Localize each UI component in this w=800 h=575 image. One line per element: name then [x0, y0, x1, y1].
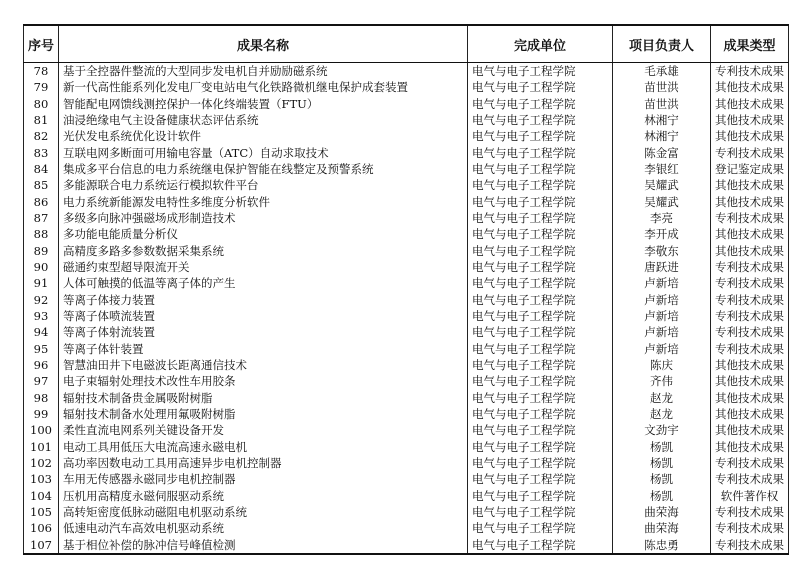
cell-num: 85	[24, 177, 59, 193]
cell-num: 97	[24, 373, 59, 389]
cell-leader: 苗世洪	[613, 79, 711, 95]
cell-leader: 卢新培	[613, 275, 711, 291]
cell-name: 辐射技术制备贵金属吸附树脂	[59, 390, 468, 406]
header-type: 成果类型	[711, 25, 789, 63]
cell-leader: 杨凯	[613, 439, 711, 455]
cell-type: 专利技术成果	[711, 259, 789, 275]
cell-name: 压机用高精度永磁伺服驱动系统	[59, 488, 468, 504]
cell-type: 专利技术成果	[711, 455, 789, 471]
cell-leader: 陈庆	[613, 357, 711, 373]
table-row	[24, 439, 789, 455]
cell-name: 多能源联合电力系统运行模拟软件平台	[59, 177, 468, 193]
cell-unit: 电气与电子工程学院	[468, 96, 613, 112]
cell-name: 基于相位补偿的脉冲信号峰值检测	[59, 537, 468, 554]
cell-unit: 电气与电子工程学院	[468, 210, 613, 226]
table-row	[24, 504, 789, 520]
cell-unit: 电气与电子工程学院	[468, 390, 613, 406]
cell-num: 78	[24, 63, 59, 80]
cell-leader: 文劲宇	[613, 422, 711, 438]
cell-type: 其他技术成果	[711, 96, 789, 112]
cell-unit: 电气与电子工程学院	[468, 259, 613, 275]
cell-type: 其他技术成果	[711, 226, 789, 242]
cell-unit: 电气与电子工程学院	[468, 292, 613, 308]
cell-type: 专利技术成果	[711, 210, 789, 226]
cell-num: 101	[24, 439, 59, 455]
cell-num: 84	[24, 161, 59, 177]
cell-type: 登记鉴定成果	[711, 161, 789, 177]
cell-type: 其他技术成果	[711, 243, 789, 259]
cell-leader: 曲荣海	[613, 520, 711, 536]
cell-num: 81	[24, 112, 59, 128]
cell-type: 其他技术成果	[711, 177, 789, 193]
cell-type: 专利技术成果	[711, 341, 789, 357]
cell-leader: 李亮	[613, 210, 711, 226]
cell-num: 82	[24, 128, 59, 144]
cell-type: 其他技术成果	[711, 194, 789, 210]
table-row	[24, 537, 789, 554]
cell-unit: 电气与电子工程学院	[468, 112, 613, 128]
cell-leader: 卢新培	[613, 324, 711, 340]
cell-name: 电力系统新能源发电特性多维度分析软件	[59, 194, 468, 210]
cell-name: 多级多向脉冲强磁场成形制造技术	[59, 210, 468, 226]
cell-name: 等离子体针装置	[59, 341, 468, 357]
cell-name: 新一代高性能系列化发电厂变电站电气化铁路微机继电保护成套装置	[59, 79, 468, 95]
cell-name: 集成多平台信息的电力系统继电保护智能在线整定及预警系统	[59, 161, 468, 177]
cell-unit: 电气与电子工程学院	[468, 373, 613, 389]
cell-leader: 陈金富	[613, 145, 711, 161]
cell-leader: 唐跃进	[613, 259, 711, 275]
cell-name: 人体可触摸的低温等离子体的产生	[59, 275, 468, 291]
table-row	[24, 308, 789, 324]
cell-name: 智能配电网馈线测控保护一体化终端装置（FTU）	[59, 96, 468, 112]
cell-leader: 李银红	[613, 161, 711, 177]
cell-name: 高转矩密度低脉动磁阻电机驱动系统	[59, 504, 468, 520]
table-row	[24, 63, 789, 80]
cell-unit: 电气与电子工程学院	[468, 194, 613, 210]
cell-name: 柔性直流电网系列关键设备开发	[59, 422, 468, 438]
cell-num: 83	[24, 145, 59, 161]
cell-leader: 吴耀武	[613, 177, 711, 193]
table-body	[24, 63, 789, 554]
cell-unit: 电气与电子工程学院	[468, 308, 613, 324]
cell-num: 86	[24, 194, 59, 210]
cell-num: 89	[24, 243, 59, 259]
cell-type: 专利技术成果	[711, 63, 789, 80]
table-row	[24, 112, 789, 128]
table-row	[24, 96, 789, 112]
cell-leader: 卢新培	[613, 308, 711, 324]
cell-type: 专利技术成果	[711, 275, 789, 291]
cell-leader: 林湘宁	[613, 128, 711, 144]
cell-leader: 苗世洪	[613, 96, 711, 112]
cell-num: 79	[24, 79, 59, 95]
cell-unit: 电气与电子工程学院	[468, 243, 613, 259]
cell-name: 互联电网多断面可用输电容量（ATC）自动求取技术	[59, 145, 468, 161]
cell-unit: 电气与电子工程学院	[468, 488, 613, 504]
table-row	[24, 275, 789, 291]
cell-unit: 电气与电子工程学院	[468, 504, 613, 520]
table-row	[24, 79, 789, 95]
cell-type: 其他技术成果	[711, 79, 789, 95]
cell-num: 98	[24, 390, 59, 406]
table-row	[24, 390, 789, 406]
cell-unit: 电气与电子工程学院	[468, 357, 613, 373]
cell-type: 其他技术成果	[711, 373, 789, 389]
cell-type: 专利技术成果	[711, 145, 789, 161]
table-row	[24, 128, 789, 144]
cell-unit: 电气与电子工程学院	[468, 324, 613, 340]
cell-type: 专利技术成果	[711, 324, 789, 340]
cell-type: 其他技术成果	[711, 390, 789, 406]
cell-type: 其他技术成果	[711, 128, 789, 144]
cell-unit: 电气与电子工程学院	[468, 341, 613, 357]
cell-leader: 杨凯	[613, 471, 711, 487]
table-row	[24, 341, 789, 357]
cell-name: 光伏发电系统优化设计软件	[59, 128, 468, 144]
table-row	[24, 243, 789, 259]
cell-name: 电子束辐射处理技术改性车用胶条	[59, 373, 468, 389]
table-row	[24, 177, 789, 193]
cell-name: 电动工具用低压大电流高速永磁电机	[59, 439, 468, 455]
cell-num: 106	[24, 520, 59, 536]
cell-num: 90	[24, 259, 59, 275]
cell-unit: 电气与电子工程学院	[468, 161, 613, 177]
cell-num: 102	[24, 455, 59, 471]
cell-num: 105	[24, 504, 59, 520]
cell-unit: 电气与电子工程学院	[468, 275, 613, 291]
cell-leader: 卢新培	[613, 341, 711, 357]
cell-unit: 电气与电子工程学院	[468, 439, 613, 455]
table-row	[24, 324, 789, 340]
cell-num: 87	[24, 210, 59, 226]
table-row	[24, 471, 789, 487]
cell-name: 多功能电能质量分析仪	[59, 226, 468, 242]
cell-type: 其他技术成果	[711, 422, 789, 438]
cell-type: 其他技术成果	[711, 357, 789, 373]
cell-name: 等离子体接力装置	[59, 292, 468, 308]
achievements-table	[23, 24, 789, 555]
cell-type: 专利技术成果	[711, 537, 789, 554]
cell-unit: 电气与电子工程学院	[468, 537, 613, 554]
cell-name: 基于全控器件整流的大型同步发电机自并励励磁系统	[59, 63, 468, 80]
cell-name: 等离子体射流装置	[59, 324, 468, 340]
cell-num: 93	[24, 308, 59, 324]
cell-type: 专利技术成果	[711, 504, 789, 520]
cell-name: 等离子体喷流装置	[59, 308, 468, 324]
table-row	[24, 259, 789, 275]
cell-num: 80	[24, 96, 59, 112]
table-row	[24, 520, 789, 536]
cell-leader: 李敬东	[613, 243, 711, 259]
cell-unit: 电气与电子工程学院	[468, 406, 613, 422]
cell-leader: 曲荣海	[613, 504, 711, 520]
cell-leader: 吴耀武	[613, 194, 711, 210]
cell-leader: 杨凯	[613, 488, 711, 504]
cell-name: 低速电动汽车高效电机驱动系统	[59, 520, 468, 536]
cell-num: 92	[24, 292, 59, 308]
cell-leader: 陈忠勇	[613, 537, 711, 554]
cell-unit: 电气与电子工程学院	[468, 422, 613, 438]
table-row	[24, 422, 789, 438]
table-row	[24, 210, 789, 226]
cell-name: 辐射技术制备水处理用氟吸附树脂	[59, 406, 468, 422]
cell-type: 专利技术成果	[711, 308, 789, 324]
cell-leader: 杨凯	[613, 455, 711, 471]
cell-num: 88	[24, 226, 59, 242]
cell-unit: 电气与电子工程学院	[468, 177, 613, 193]
cell-num: 104	[24, 488, 59, 504]
cell-num: 95	[24, 341, 59, 357]
cell-unit: 电气与电子工程学院	[468, 63, 613, 80]
cell-leader: 赵龙	[613, 390, 711, 406]
table-row	[24, 145, 789, 161]
header-num: 序号	[24, 25, 59, 63]
cell-num: 100	[24, 422, 59, 438]
cell-name: 高精度多路多参数数据采集系统	[59, 243, 468, 259]
cell-type: 软件著作权	[711, 488, 789, 504]
cell-name: 油浸绝缘电气主设备健康状态评估系统	[59, 112, 468, 128]
table-row	[24, 357, 789, 373]
cell-unit: 电气与电子工程学院	[468, 520, 613, 536]
cell-num: 96	[24, 357, 59, 373]
cell-leader: 毛承雄	[613, 63, 711, 80]
table-row	[24, 373, 789, 389]
cell-type: 其他技术成果	[711, 439, 789, 455]
cell-type: 专利技术成果	[711, 292, 789, 308]
cell-num: 107	[24, 537, 59, 554]
table-row	[24, 292, 789, 308]
cell-unit: 电气与电子工程学院	[468, 128, 613, 144]
cell-leader: 卢新培	[613, 292, 711, 308]
table-header-row	[24, 25, 789, 63]
cell-type: 专利技术成果	[711, 520, 789, 536]
cell-num: 94	[24, 324, 59, 340]
table-row	[24, 455, 789, 471]
cell-leader: 赵龙	[613, 406, 711, 422]
table-row	[24, 226, 789, 242]
table-row	[24, 194, 789, 210]
cell-name: 高功率因数电动工具用高速异步电机控制器	[59, 455, 468, 471]
table-row	[24, 406, 789, 422]
cell-unit: 电气与电子工程学院	[468, 226, 613, 242]
cell-name: 磁通约束型超导限流开关	[59, 259, 468, 275]
cell-unit: 电气与电子工程学院	[468, 455, 613, 471]
cell-leader: 林湘宁	[613, 112, 711, 128]
cell-unit: 电气与电子工程学院	[468, 471, 613, 487]
cell-leader: 齐伟	[613, 373, 711, 389]
table-row	[24, 161, 789, 177]
cell-type: 专利技术成果	[711, 471, 789, 487]
cell-num: 91	[24, 275, 59, 291]
cell-unit: 电气与电子工程学院	[468, 79, 613, 95]
header-name: 成果名称	[59, 25, 468, 63]
cell-type: 其他技术成果	[711, 406, 789, 422]
cell-name: 智慧油田井下电磁波长距离通信技术	[59, 357, 468, 373]
header-leader: 项目负责人	[613, 25, 711, 63]
cell-name: 车用无传感器永磁同步电机控制器	[59, 471, 468, 487]
table-row	[24, 488, 789, 504]
cell-type: 其他技术成果	[711, 112, 789, 128]
header-unit: 完成单位	[468, 25, 613, 63]
cell-num: 99	[24, 406, 59, 422]
cell-num: 103	[24, 471, 59, 487]
cell-unit: 电气与电子工程学院	[468, 145, 613, 161]
cell-leader: 李开成	[613, 226, 711, 242]
